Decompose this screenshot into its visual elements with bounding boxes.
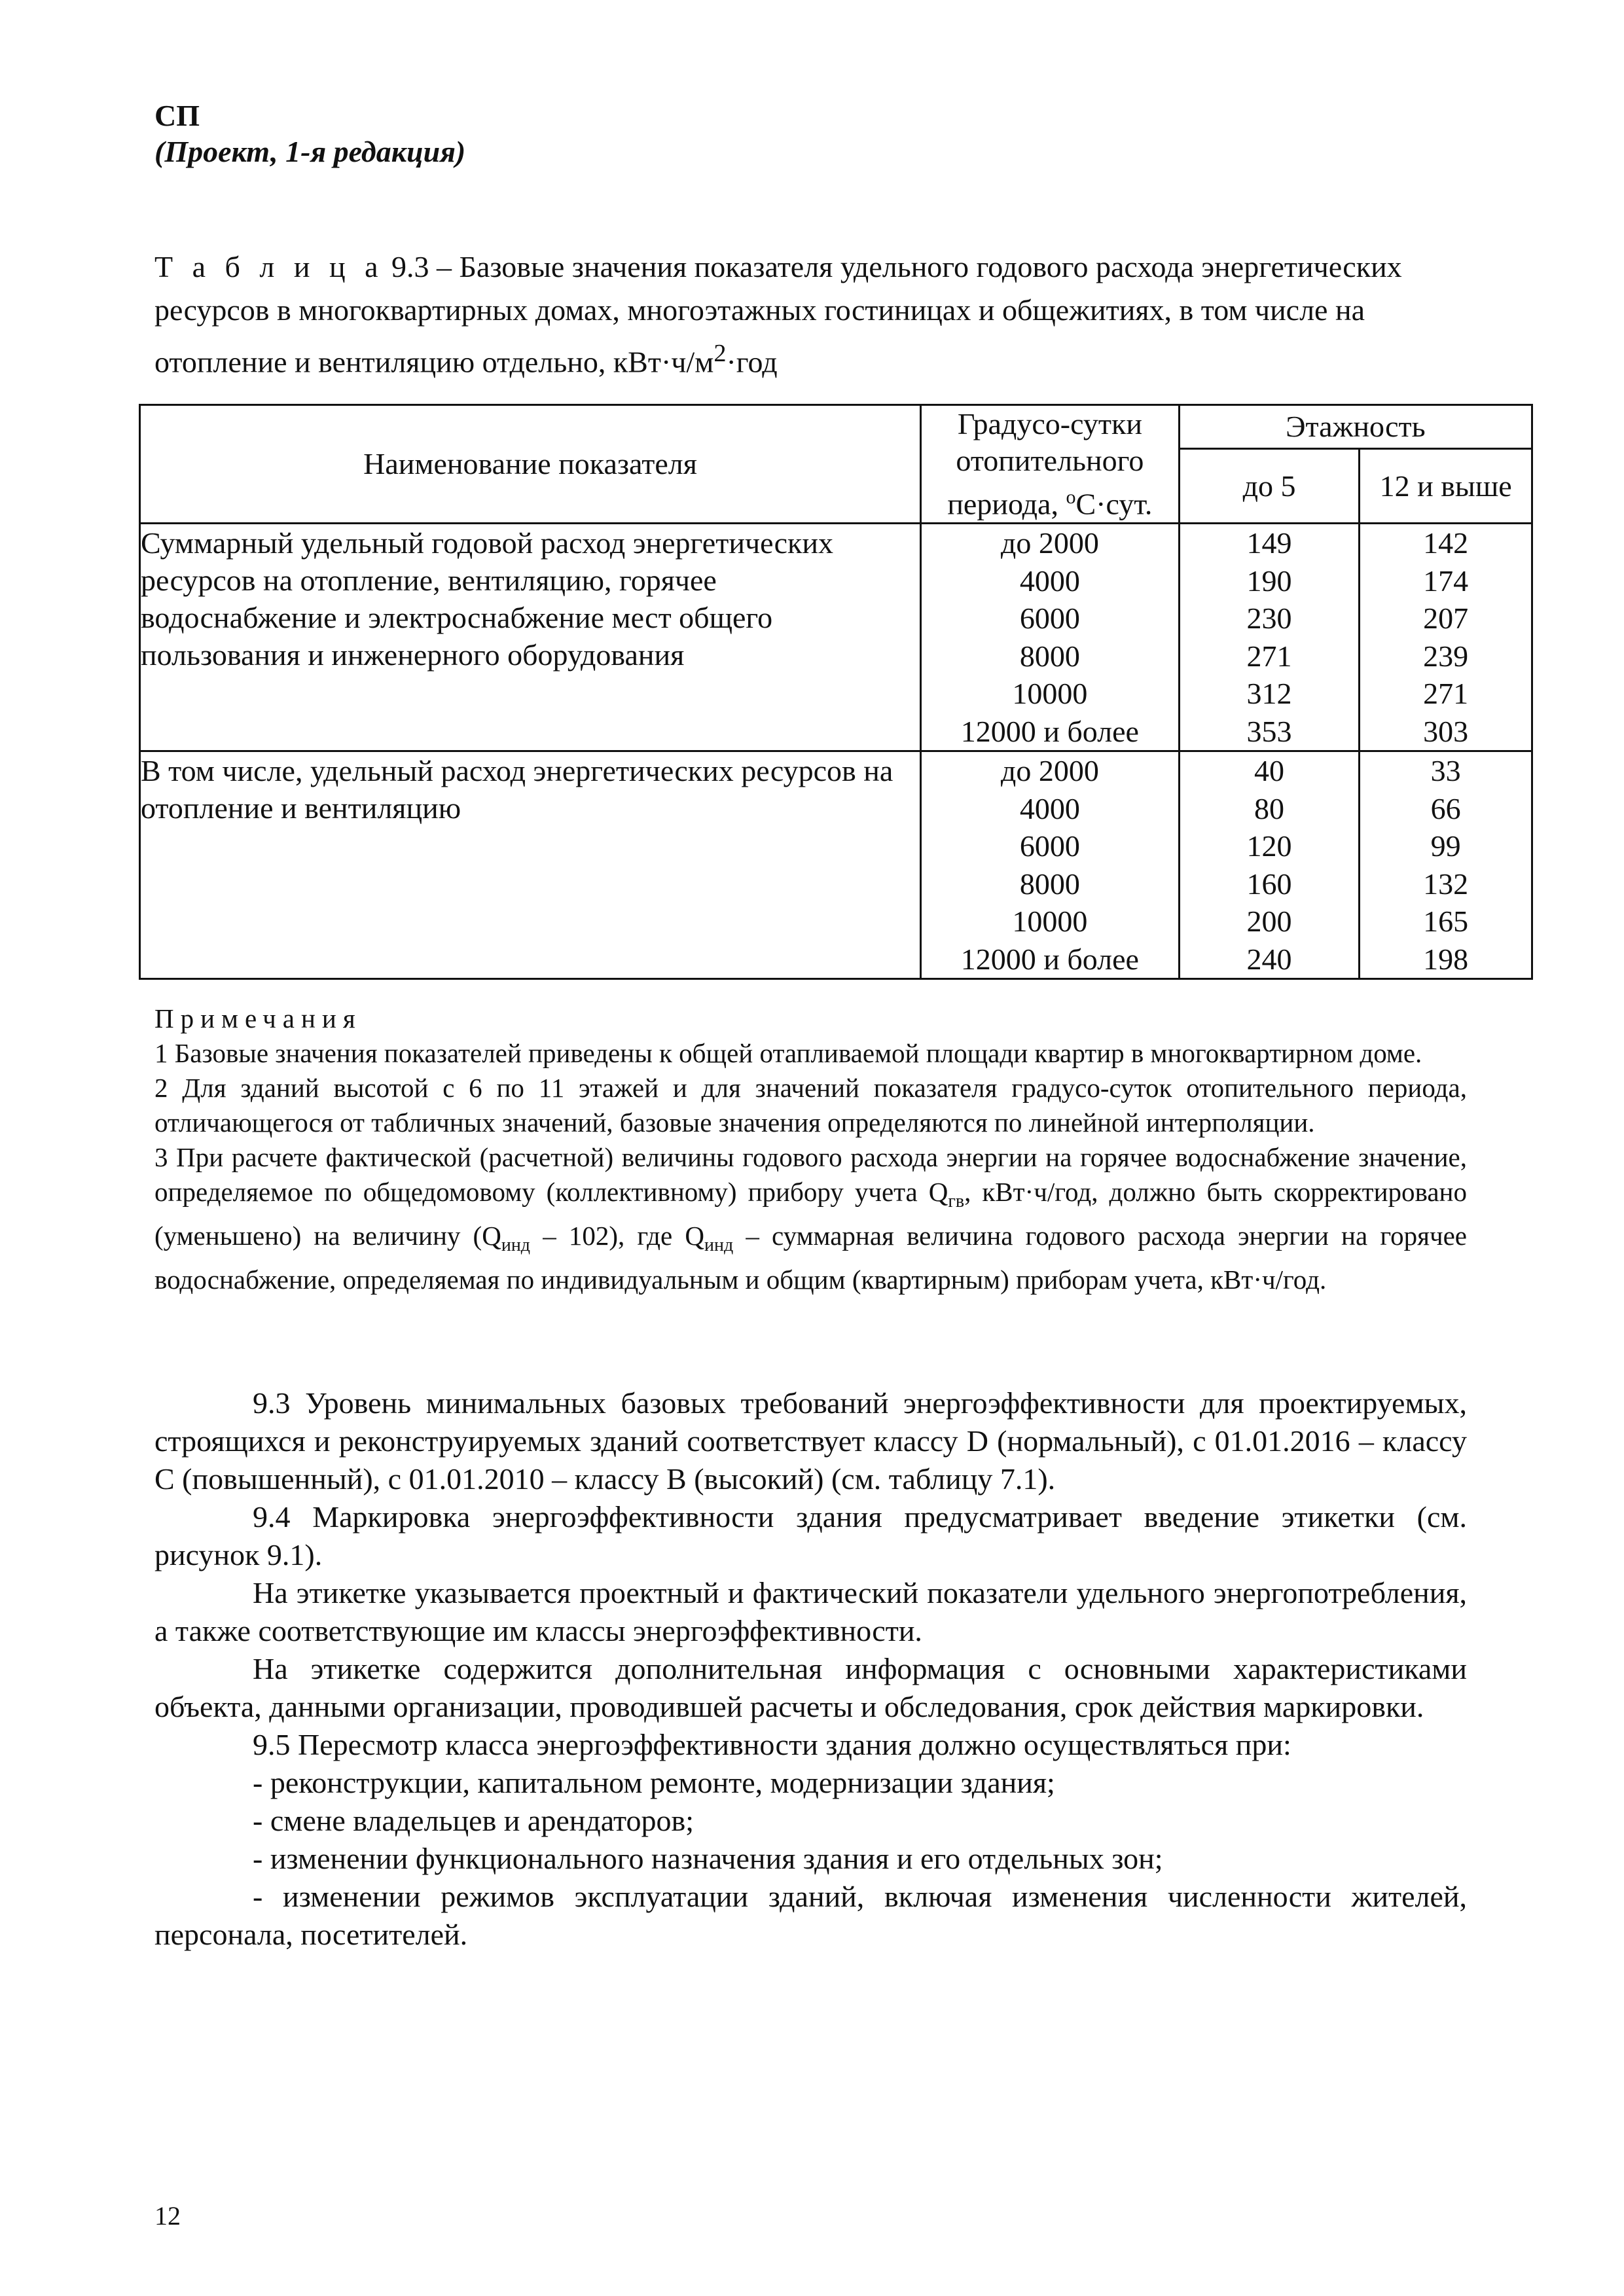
note-3-part: , кВт·ч/год, должно быть скорректировано (уменьшено) на величину (Q	[154, 1177, 1467, 1251]
notes-title: Примечания	[154, 1003, 362, 1033]
paragraph-label-info: На этикетке содержится дополнительная информация с основными характеристиками объекта, данными организации, проводившей расчеты и обследования, срок действия маркировки.	[154, 1652, 1467, 1723]
caption-sup: 2	[713, 340, 727, 367]
table-caption	[154, 245, 1467, 384]
draft-label: (Проект, 1-я редакция)	[154, 135, 466, 168]
list-item: - реконструкции, капитальном ремонте, модернизации здания;	[253, 1766, 1055, 1799]
value: до 2000	[1000, 754, 1099, 788]
value: 99	[1430, 829, 1461, 863]
value: 120	[1246, 829, 1292, 863]
value: 160	[1246, 867, 1292, 901]
value: 198	[1423, 942, 1469, 976]
value: 303	[1423, 714, 1469, 748]
plus-12-cell	[1360, 524, 1532, 751]
up-to-5-cell	[1179, 524, 1360, 751]
table-row	[140, 751, 1532, 979]
value: 8000	[1019, 639, 1080, 673]
table-header-row	[140, 405, 1532, 449]
note-3	[154, 1140, 1467, 1297]
value: 6000	[1019, 829, 1080, 863]
value: 10000	[1012, 905, 1088, 939]
value: 6000	[1019, 601, 1080, 636]
value: 12000 и более	[960, 714, 1139, 748]
up-to-5-cell	[1179, 751, 1360, 979]
note-1: 1 Базовые значения показателей приведены к общей отапливаемой площади квартир в многоквартирном доме.	[154, 1038, 1422, 1068]
header-up-to-5: до 5	[1179, 448, 1360, 523]
row-name: В том числе, удельный расход энергетических ресурсов на отопление и вентиляцию	[140, 751, 921, 979]
value: 4000	[1019, 791, 1080, 825]
degree-days-cell	[921, 524, 1180, 751]
body-text	[154, 1384, 1467, 1954]
value: 312	[1246, 677, 1292, 711]
header-floors: Этажность	[1179, 405, 1532, 449]
document-code: СП	[154, 99, 200, 132]
value: 66	[1430, 791, 1461, 825]
value: 207	[1423, 601, 1469, 636]
value: 40	[1254, 754, 1285, 788]
note-3-sub: инд	[501, 1235, 531, 1256]
paragraph-9-3: 9.3 Уровень минимальных базовых требований энергоэффективности для проектируемых, строящихся и реконструируемых зданий соответствует классу D (нормальный), с 01.01.2016 – классу C (повышенный), с 01.01.2010 – классу B (высокий) (см. таблицу 7.1).	[154, 1386, 1467, 1496]
energy-table	[139, 404, 1533, 980]
value: 165	[1423, 905, 1469, 939]
paragraph-label-design: На этикетке указывается проектный и фактический показатели удельного энергопотребления, а также соответствующие им классы энергоэффективности.	[154, 1576, 1467, 1647]
header-degree-days-line2: отопительного	[956, 444, 1144, 477]
note-3-sub: гв	[948, 1191, 965, 1212]
header-degree-days-period: периода,	[947, 487, 1066, 521]
header-degree-days-line3	[922, 479, 1178, 522]
header-degree-sup: o	[1066, 486, 1076, 508]
value: 190	[1246, 564, 1292, 598]
value: 132	[1423, 867, 1469, 901]
list-item: - смене владельцев и арендаторов;	[253, 1804, 694, 1837]
row-name: Суммарный удельный годовой расход энергетических ресурсов на отопление, вентиляцию, горячее водоснабжение и электроснабжение мест общего пользования и инженерного оборудования	[140, 524, 921, 751]
degree-days-cell	[921, 751, 1180, 979]
value: 10000	[1012, 677, 1088, 711]
list-item: - изменении режимов эксплуатации зданий, включая изменения численности жителей, персонала, посетителей.	[154, 1880, 1467, 1951]
note-3-sub: инд	[704, 1235, 734, 1256]
value: 240	[1246, 942, 1292, 976]
note-2: 2 Для зданий высотой с 6 по 11 этажей и для значений показателя градусо-суток отопительного периода, отличающегося от табличных значений, базовые значения определяются по линейной интерполяции.	[154, 1073, 1467, 1138]
value: 4000	[1019, 564, 1080, 598]
caption-tail: ·год	[726, 345, 778, 379]
header-12-plus: 12 и выше	[1360, 448, 1532, 523]
note-3-part: – 102), где Q	[530, 1221, 704, 1251]
table-row	[140, 524, 1532, 751]
value: 174	[1423, 564, 1469, 598]
value: 239	[1423, 639, 1469, 673]
value: 230	[1246, 601, 1292, 636]
caption-label: Т а б л и ц а	[154, 250, 384, 283]
note-3-part: – суммарная величина годового расхода энергии на горячее водоснабжение, определяемая по индивидуальным и общим (квартирным) приборам учета, кВт·ч/год.	[154, 1221, 1467, 1295]
paragraph-9-4: 9.4 Маркировка энергоэффективности здания предусматривает введение этикетки (см. рисунок 9.1).	[154, 1500, 1467, 1571]
plus-12-cell	[1360, 751, 1532, 979]
list-item: - изменении функционального назначения здания и его отдельных зон;	[253, 1842, 1163, 1875]
caption-text: 9.3 – Базовые значения показателя удельного годового расхода энергетических ресурсов в многоквартирных домах, многоэтажных гостиницах и общежитиях, в том числе на отопление и вентиляцию отдельно, кВт·ч/м	[154, 250, 1402, 379]
value: до 2000	[1000, 526, 1099, 560]
value: 33	[1430, 754, 1461, 788]
value: 200	[1246, 905, 1292, 939]
value: 149	[1246, 526, 1292, 560]
header-degree-days-unit: С·сут.	[1075, 487, 1153, 521]
value: 271	[1246, 639, 1292, 673]
value: 12000 и более	[960, 942, 1139, 976]
value: 80	[1254, 791, 1285, 825]
value: 353	[1246, 714, 1292, 748]
header-degree-days	[921, 405, 1180, 524]
header-degree-days-line1: Градусо-сутки	[957, 407, 1142, 440]
value: 271	[1423, 677, 1469, 711]
value: 142	[1423, 526, 1469, 560]
note-3-part: 3 При расчете фактической (расчетной) величины годового расхода энергии на горячее водоснабжение значение, определяемое по общедомовому (коллективному) прибору учета Q	[154, 1142, 1467, 1207]
paragraph-9-5: 9.5 Пересмотр класса энергоэффективности здания должно осуществляться при:	[253, 1728, 1291, 1761]
notes-section	[154, 1001, 1467, 1297]
header-name: Наименование показателя	[140, 405, 921, 524]
value: 8000	[1019, 867, 1080, 901]
page-number: 12	[154, 2201, 181, 2231]
